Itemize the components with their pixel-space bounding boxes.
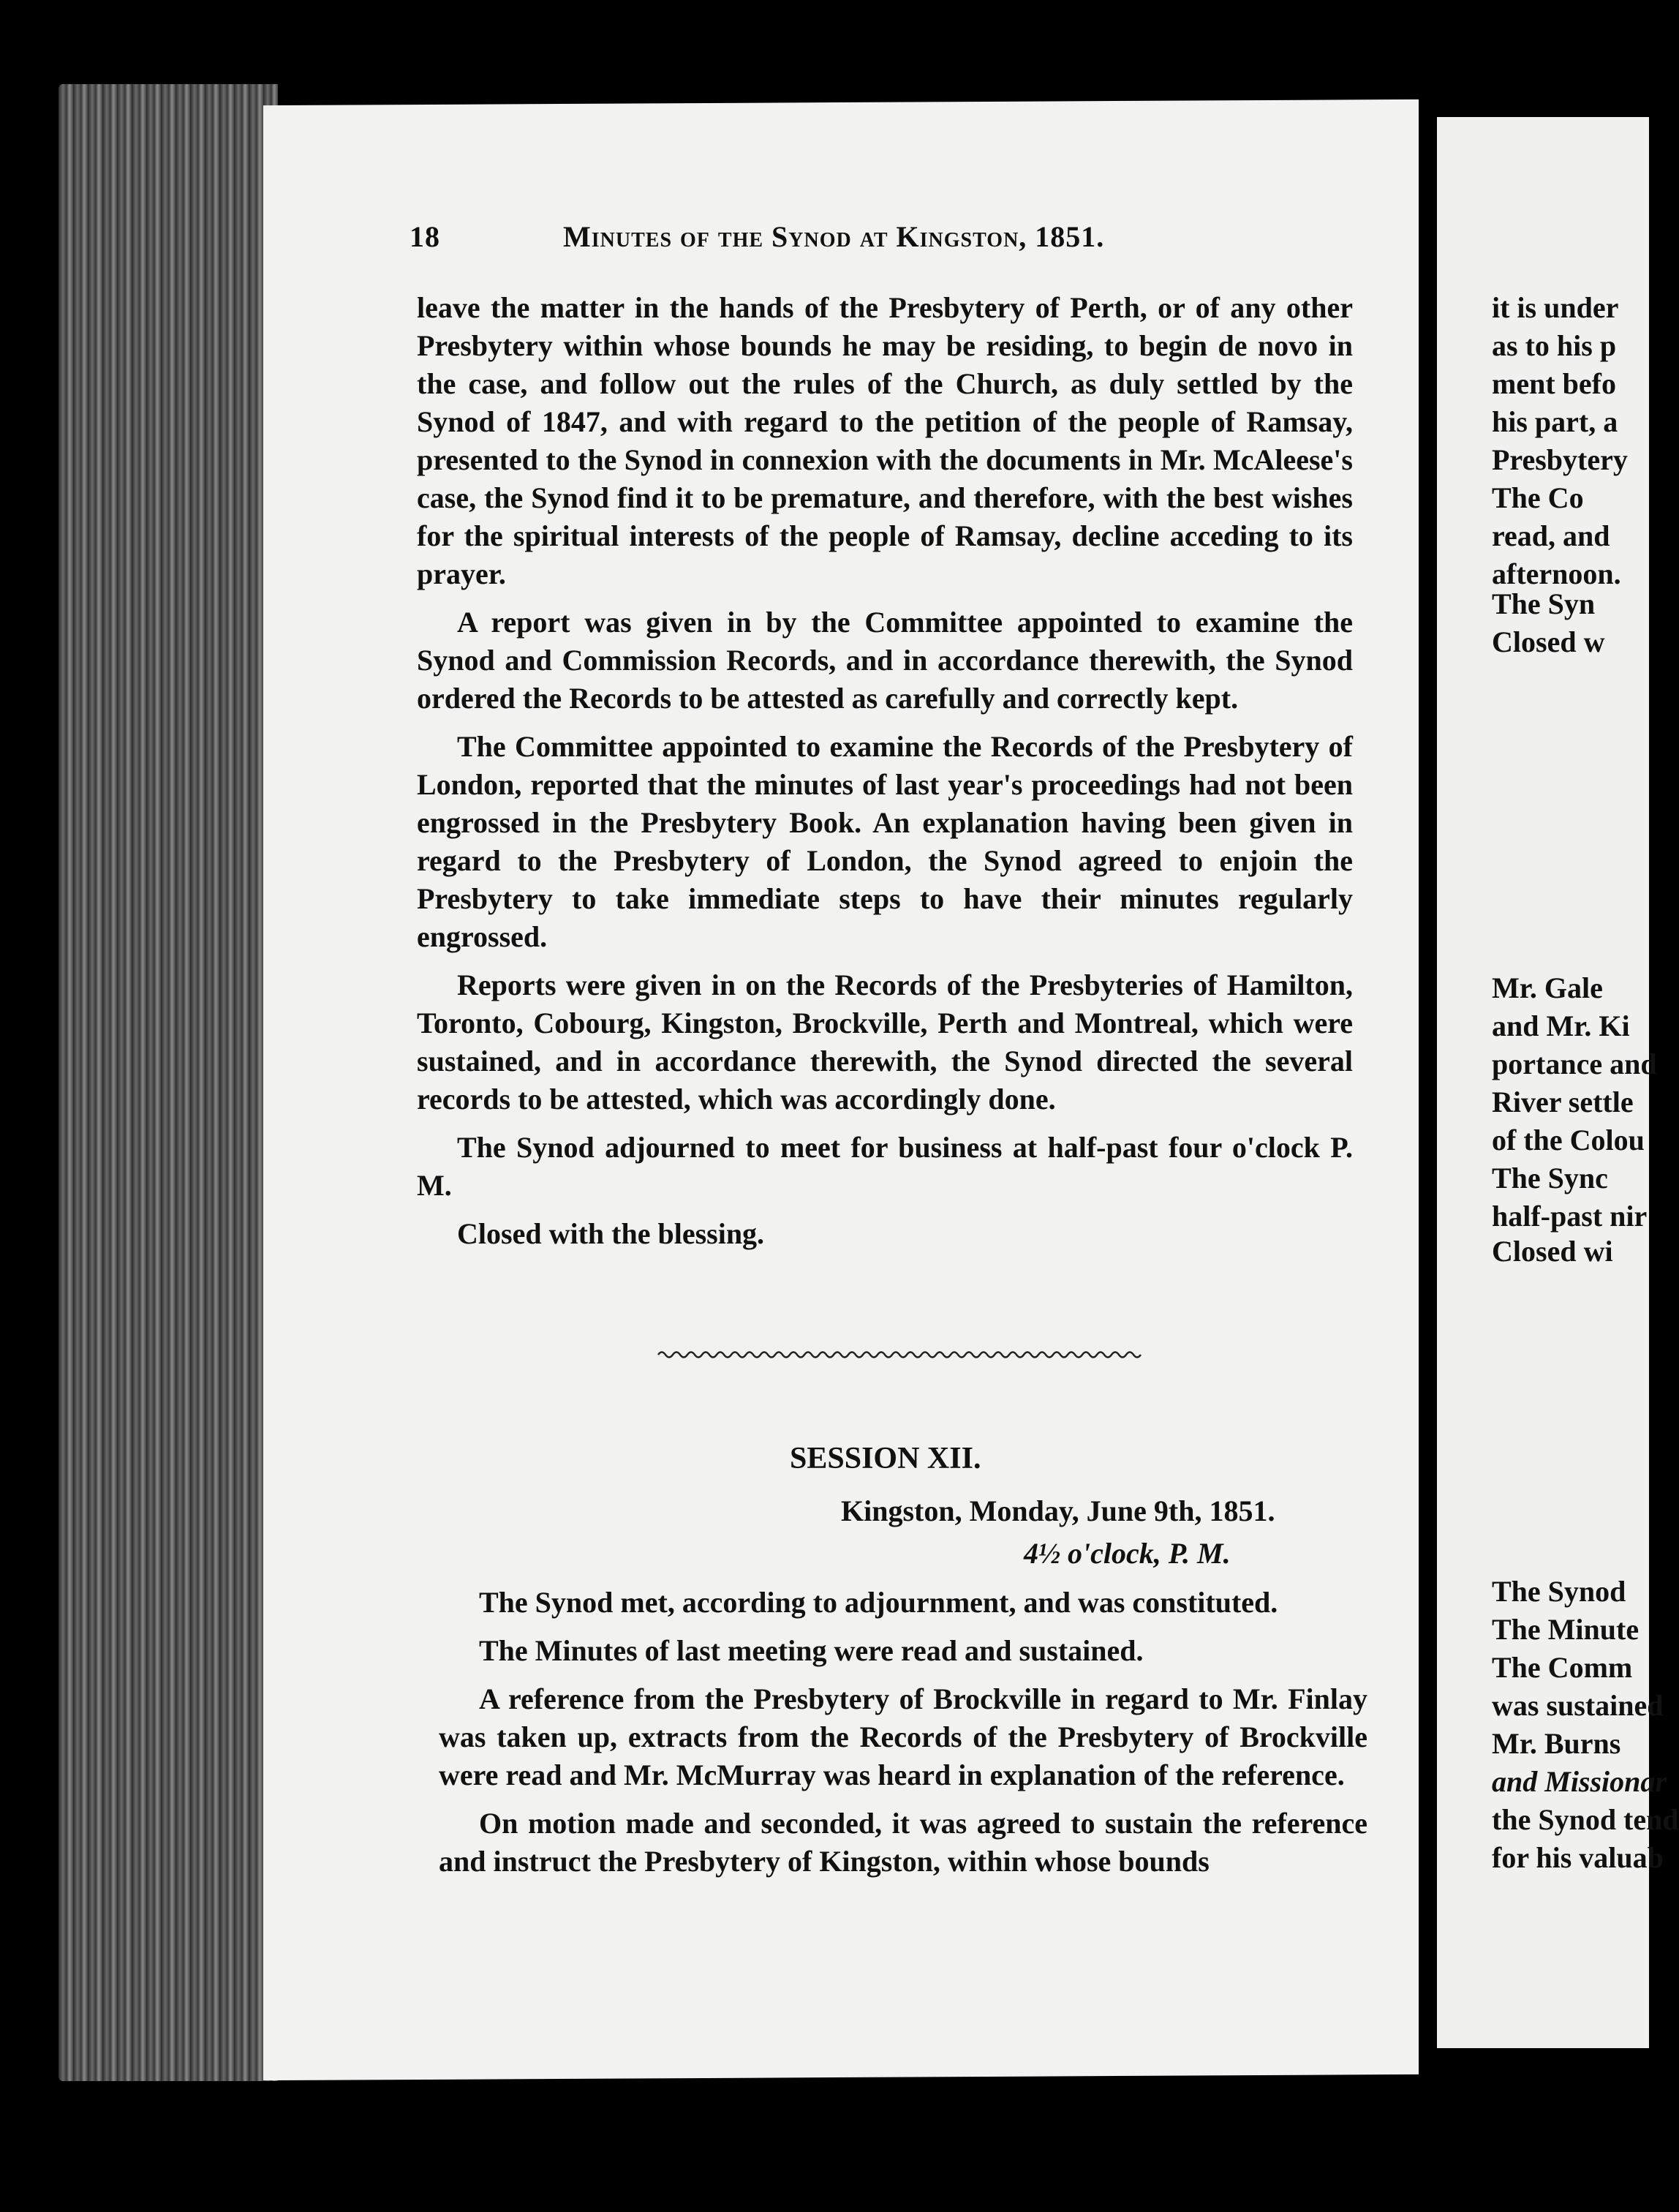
right-line: The Syn: [1492, 587, 1596, 620]
section-divider: [658, 1350, 1141, 1360]
right-line: Mr. Burns: [1492, 1727, 1621, 1760]
session-place-date: Kingston, Monday, June 9th, 1851.: [841, 1494, 1275, 1527]
right-line: Closed wi: [1492, 1235, 1613, 1268]
right-line: it is under: [1492, 291, 1619, 324]
right-line: his part, a: [1492, 405, 1618, 438]
right-line: was sustained: [1492, 1689, 1664, 1722]
right-line: The Comm: [1492, 1651, 1633, 1684]
paragraph-constituted: The Synod met, according to adjournment, and was constituted.: [479, 1586, 1278, 1619]
right-line: half-past nir: [1492, 1200, 1648, 1233]
right-line: for his valuab: [1492, 1841, 1664, 1874]
right-page-block-4: [1492, 969, 1657, 1159]
right-line: portance and: [1492, 1047, 1657, 1080]
right-line: Closed w: [1492, 625, 1605, 658]
paragraph-london-committee: The Committee appointed to examine the Records of the Presbytery of London, reported that the minutes of last year's proceedings had not been engrossed in the Presbytery Book. An explanation having been given in regard to the Presbytery of London, the Synod agreed to enjoin the Presbytery to take immediate steps to have their minutes regularly engrossed.: [417, 730, 1353, 953]
session-title: SESSION XII.: [790, 1442, 981, 1475]
right-line: and Missionar: [1492, 1765, 1667, 1798]
body-text: [417, 289, 1353, 1263]
right-line: The Minute: [1492, 1613, 1640, 1646]
session-body: [439, 1584, 1367, 1891]
paragraph-blessing: Closed with the blessing.: [457, 1217, 765, 1250]
right-line: The Co: [1492, 481, 1584, 514]
right-line: as to his p: [1492, 329, 1617, 362]
right-line: The Sync: [1492, 1162, 1608, 1195]
running-title: Minutes of the Synod at Kingston, 1851.: [563, 220, 1105, 253]
right-page-block-2: [1492, 479, 1653, 593]
right-line: and Mr. Ki: [1492, 1009, 1630, 1042]
paragraph-motion: On motion made and seconded, it was agreed to sustain the reference and instruct the Presbytery of Kingston, within whose bounds: [439, 1807, 1367, 1878]
right-line: Presbytery: [1492, 443, 1628, 476]
right-page-block-7: [1492, 1573, 1679, 1877]
right-line: The Synod: [1492, 1575, 1626, 1608]
paragraph-continuation: leave the matter in the hands of the Presbytery of Perth, or of any other Presbytery within whose bounds he may be residing, to begin de novo in the case, and follow out the rules of the Church, as duly settled by the Synod of 1847, and with regard to the petition of the people of Ramsay, presented to the Synod in connexion with the documents in Mr. McAleese's case, the Synod find it to be premature, and therefore, with the best wishes for the spiritual interests of the people of Ramsay, decline acceding to its prayer.: [417, 291, 1353, 590]
right-line: afternoon.: [1492, 557, 1621, 590]
paragraph-brockville-reference: A reference from the Presbytery of Brockville in regard to Mr. Finlay was taken up, extracts from the Records of the Presbytery of Brockville were read and Mr. McMurray was heard in explanation of the reference.: [439, 1682, 1367, 1791]
paragraph-records-report: A report was given in by the Committee appointed to examine the Synod and Commission Records, and in accordance therewith, the Synod ordered the Records to be attested as carefully and correctly kept.: [417, 606, 1353, 715]
right-page-block-3: [1492, 585, 1653, 661]
paragraph-presbyteries-records: Reports were given in on the Records of the Presbyteries of Hamilton, Toronto, Cobourg, Kingston, Brockville, Perth and Montreal, which were sustained, and in accordance therewith, the Synod directed the several records to be attested, which was accordingly done.: [417, 968, 1353, 1116]
right-line: Mr. Gale: [1492, 971, 1603, 1004]
right-line: ment befo: [1492, 367, 1616, 400]
paragraph-adjournment: The Synod adjourned to meet for business at half-past four o'clock P. M.: [417, 1131, 1353, 1202]
right-page-block-1: [1492, 289, 1653, 479]
right-page-block-6: [1492, 1233, 1653, 1271]
page-number: 18: [410, 220, 440, 253]
right-line: read, and: [1492, 519, 1610, 552]
book-page-edges: [59, 84, 278, 2081]
right-line: River settle: [1492, 1086, 1634, 1118]
right-page-block-5: [1492, 1159, 1653, 1235]
paragraph-minutes-read: The Minutes of last meeting were read and sustained.: [479, 1634, 1144, 1667]
session-time: 4½ o'clock, P. M.: [1024, 1537, 1231, 1570]
right-line: the Synod tend: [1492, 1803, 1679, 1836]
right-line: of the Colou: [1492, 1124, 1645, 1156]
